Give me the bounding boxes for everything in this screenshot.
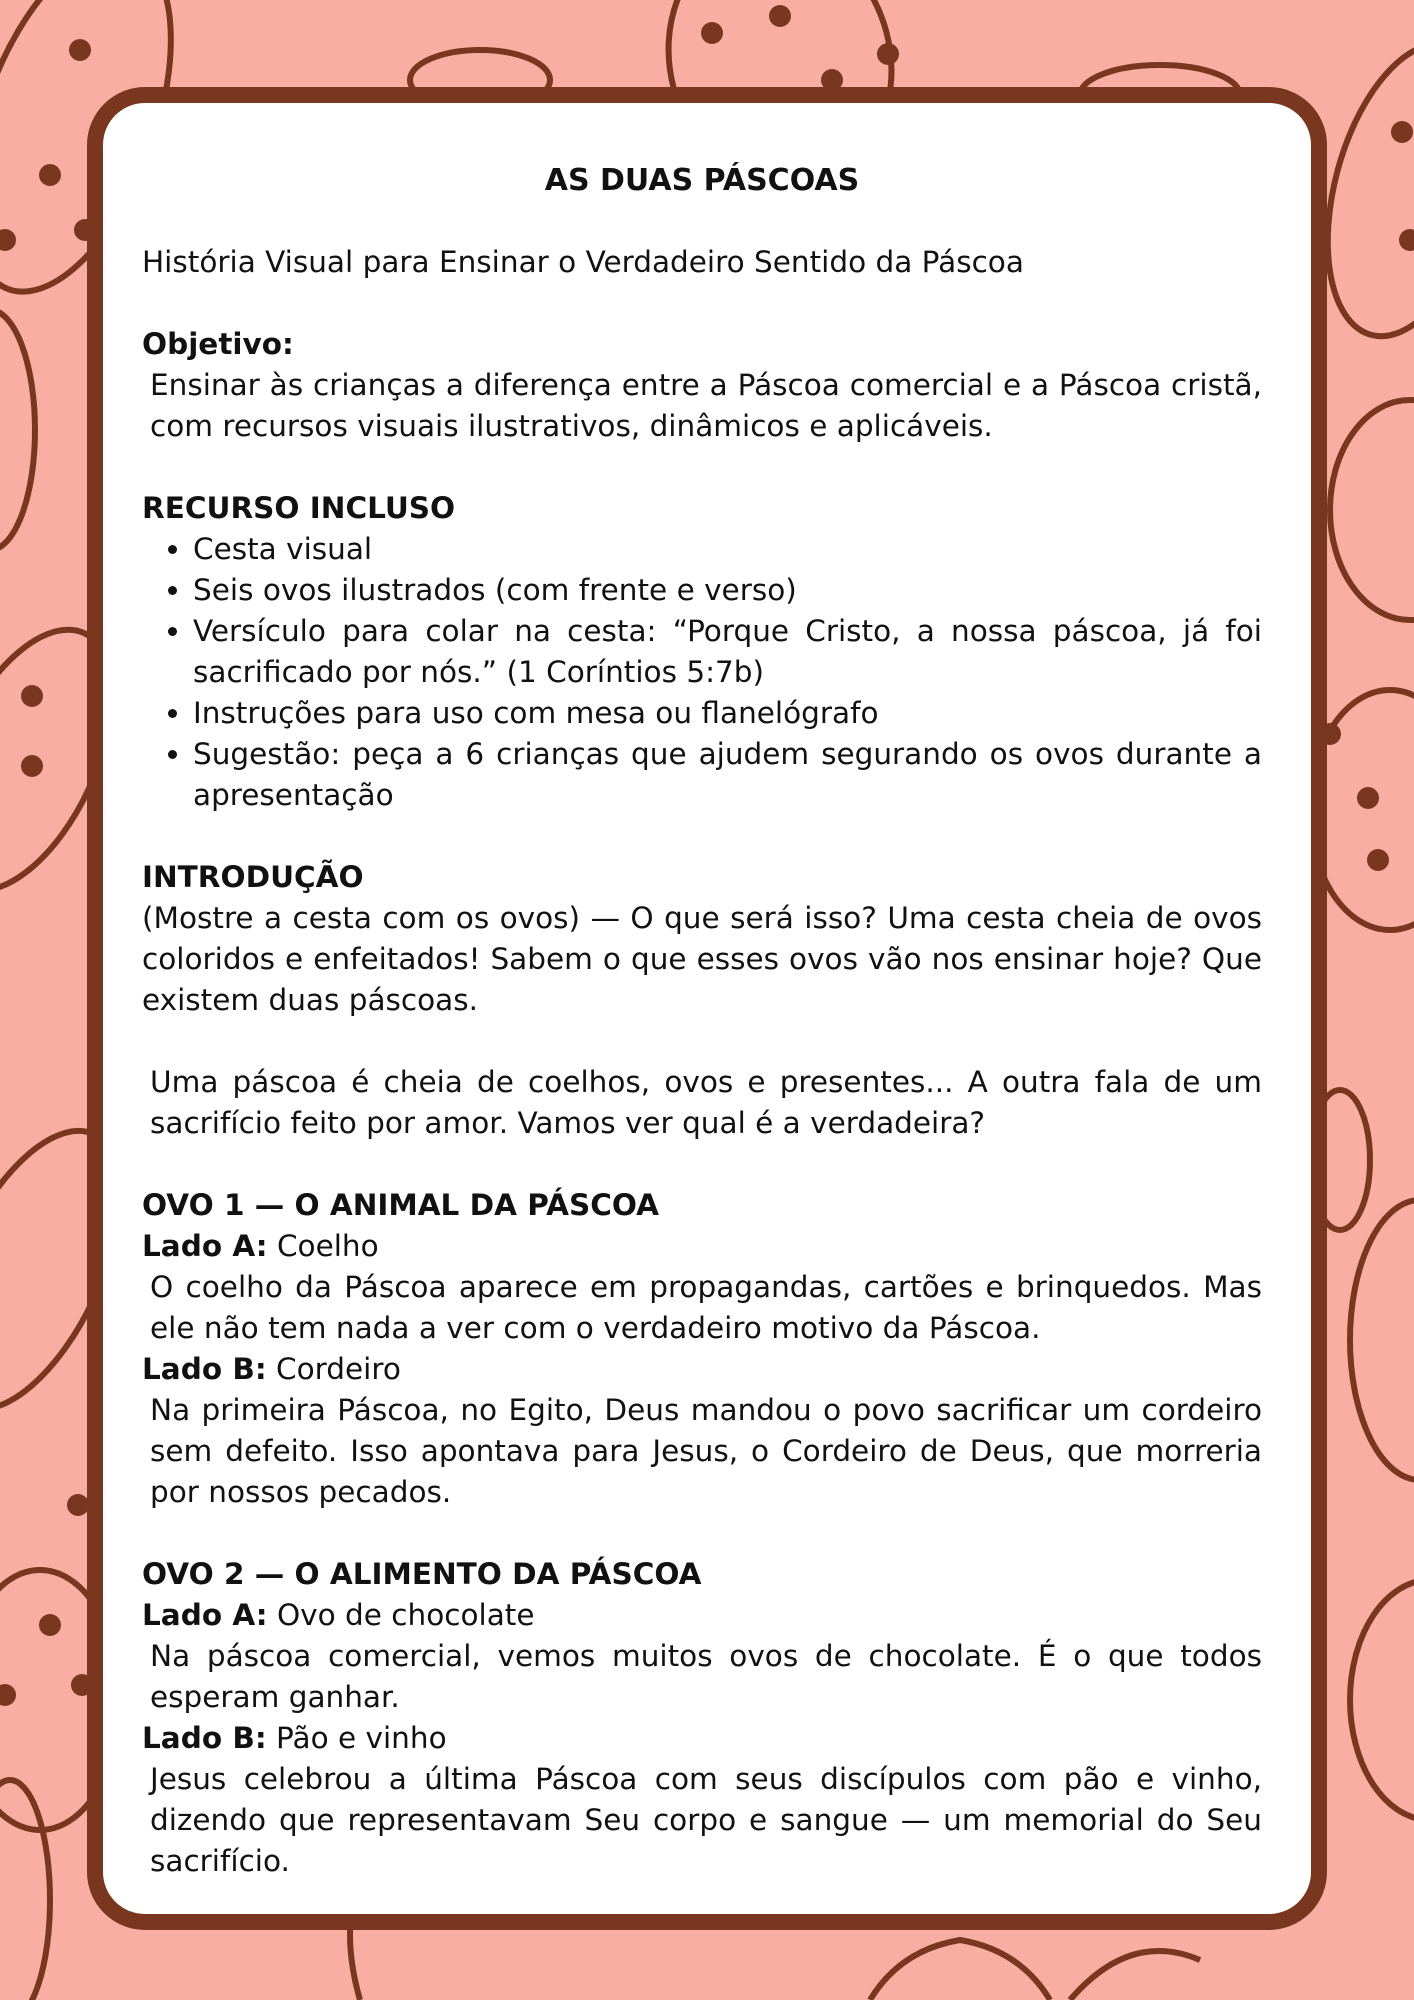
egg1-side-a-text: O coelho da Páscoa aparece em propagandas, cartões e brinquedos. Mas ele não tem nada a ver com o verdadeiro motivo da Páscoa. xyxy=(150,1270,1262,1345)
egg2-heading: OVO 2 — O ALIMENTO DA PÁSCOA xyxy=(142,1557,702,1591)
list-item: • Instruções para uso com mesa ou flanelógrafo xyxy=(193,693,1262,734)
egg-dot xyxy=(21,755,43,777)
egg2-side-b xyxy=(142,1718,1262,1759)
egg-outline xyxy=(1350,1200,1414,1480)
list-item: • Sugestão: peça a 6 crianças que ajudem segurando os ovos durante a apresentação xyxy=(193,734,1262,816)
egg-dot xyxy=(39,164,61,186)
egg2-side-b-label: Lado B: xyxy=(142,1721,267,1755)
egg-outline xyxy=(1330,400,1414,620)
egg-dot xyxy=(69,39,91,61)
egg1-side-b-value: Cordeiro xyxy=(276,1352,401,1386)
egg-outline xyxy=(1070,1951,1200,2000)
page-title: AS DUAS PÁSCOAS xyxy=(544,163,860,198)
document-content xyxy=(142,160,1262,1882)
egg2-side-b-value: Pão e vinho xyxy=(276,1721,447,1755)
egg-dot xyxy=(769,5,791,27)
subtitle: História Visual para Ensinar o Verdadeiro Sentido da Páscoa xyxy=(142,245,1024,279)
egg-dot xyxy=(1357,787,1379,809)
egg2-side-a-value: Ovo de chocolate xyxy=(276,1598,535,1632)
egg1-side-a xyxy=(142,1226,1262,1267)
egg-outline xyxy=(870,1940,1050,2000)
egg-dot xyxy=(1399,229,1414,251)
egg-dot xyxy=(877,43,899,65)
egg-dot xyxy=(21,685,43,707)
introduction-heading: INTRODUÇÃO xyxy=(142,860,364,894)
egg-dot xyxy=(1391,121,1413,143)
egg2-side-a-label: Lado A: xyxy=(142,1598,268,1632)
egg-outline xyxy=(0,310,35,550)
egg1-side-a-value: Coelho xyxy=(276,1229,379,1263)
egg1-side-a-label: Lado A: xyxy=(142,1229,268,1263)
egg2-side-b-text: Jesus celebrou a última Páscoa com seus discípulos com pão e vinho, dizendo que representavam Seu corpo e sangue — um memorial do Seu sacrifício. xyxy=(150,1762,1262,1878)
list-item: • Versículo para colar na cesta: “Porque Cristo, a nossa páscoa, já foi sacrificado por nós.” (1 Coríntios 5:7b) xyxy=(193,611,1262,693)
egg2-side-a xyxy=(142,1595,1262,1636)
egg1-side-b-text: Na primeira Páscoa, no Egito, Deus mandou o povo sacrificar um cordeiro sem defeito. Isso apontava para Jesus, o Cordeiro de Deus, que morreria por nossos pecados. xyxy=(150,1393,1262,1509)
introduction-paragraph-2: Uma páscoa é cheia de coelhos, ovos e presentes... A outra fala de um sacrifício feito por amor. Vamos ver qual é a verdadeira? xyxy=(150,1065,1262,1140)
resources-list xyxy=(142,529,1262,816)
egg1-heading: OVO 1 — O ANIMAL DA PÁSCOA xyxy=(142,1188,659,1222)
egg2-side-a-text: Na páscoa comercial, vemos muitos ovos de chocolate. É o que todos esperam ganhar. xyxy=(150,1639,1262,1714)
list-item: • Cesta visual xyxy=(193,529,1262,570)
egg-dot xyxy=(0,229,16,251)
egg1-side-b-label: Lado B: xyxy=(142,1352,267,1386)
resources-heading: RECURSO INCLUSO xyxy=(142,491,456,525)
list-item: • Seis ovos ilustrados (com frente e verso) xyxy=(193,570,1262,611)
introduction-paragraph-1: (Mostre a cesta com os ovos) — O que será isso? Uma cesta cheia de ovos coloridos e enfeitados! Sabem o que esses ovos vão nos ensinar hoje? Que existem duas páscoas. xyxy=(142,901,1262,1017)
egg-dot xyxy=(0,1684,16,1706)
egg-dot xyxy=(67,1494,89,1516)
egg-outline xyxy=(0,1780,50,2000)
objective-heading: Objetivo: xyxy=(142,327,294,361)
egg-dot xyxy=(1367,849,1389,871)
objective-text: Ensinar às crianças a diferença entre a Páscoa comercial e a Páscoa cristã, com recursos visuais ilustrativos, dinâmicos e aplicáveis. xyxy=(150,368,1262,443)
egg-dot xyxy=(701,22,723,44)
egg1-side-b xyxy=(142,1349,1262,1390)
egg-dot xyxy=(39,1614,61,1636)
egg-outline xyxy=(1350,1580,1414,1820)
